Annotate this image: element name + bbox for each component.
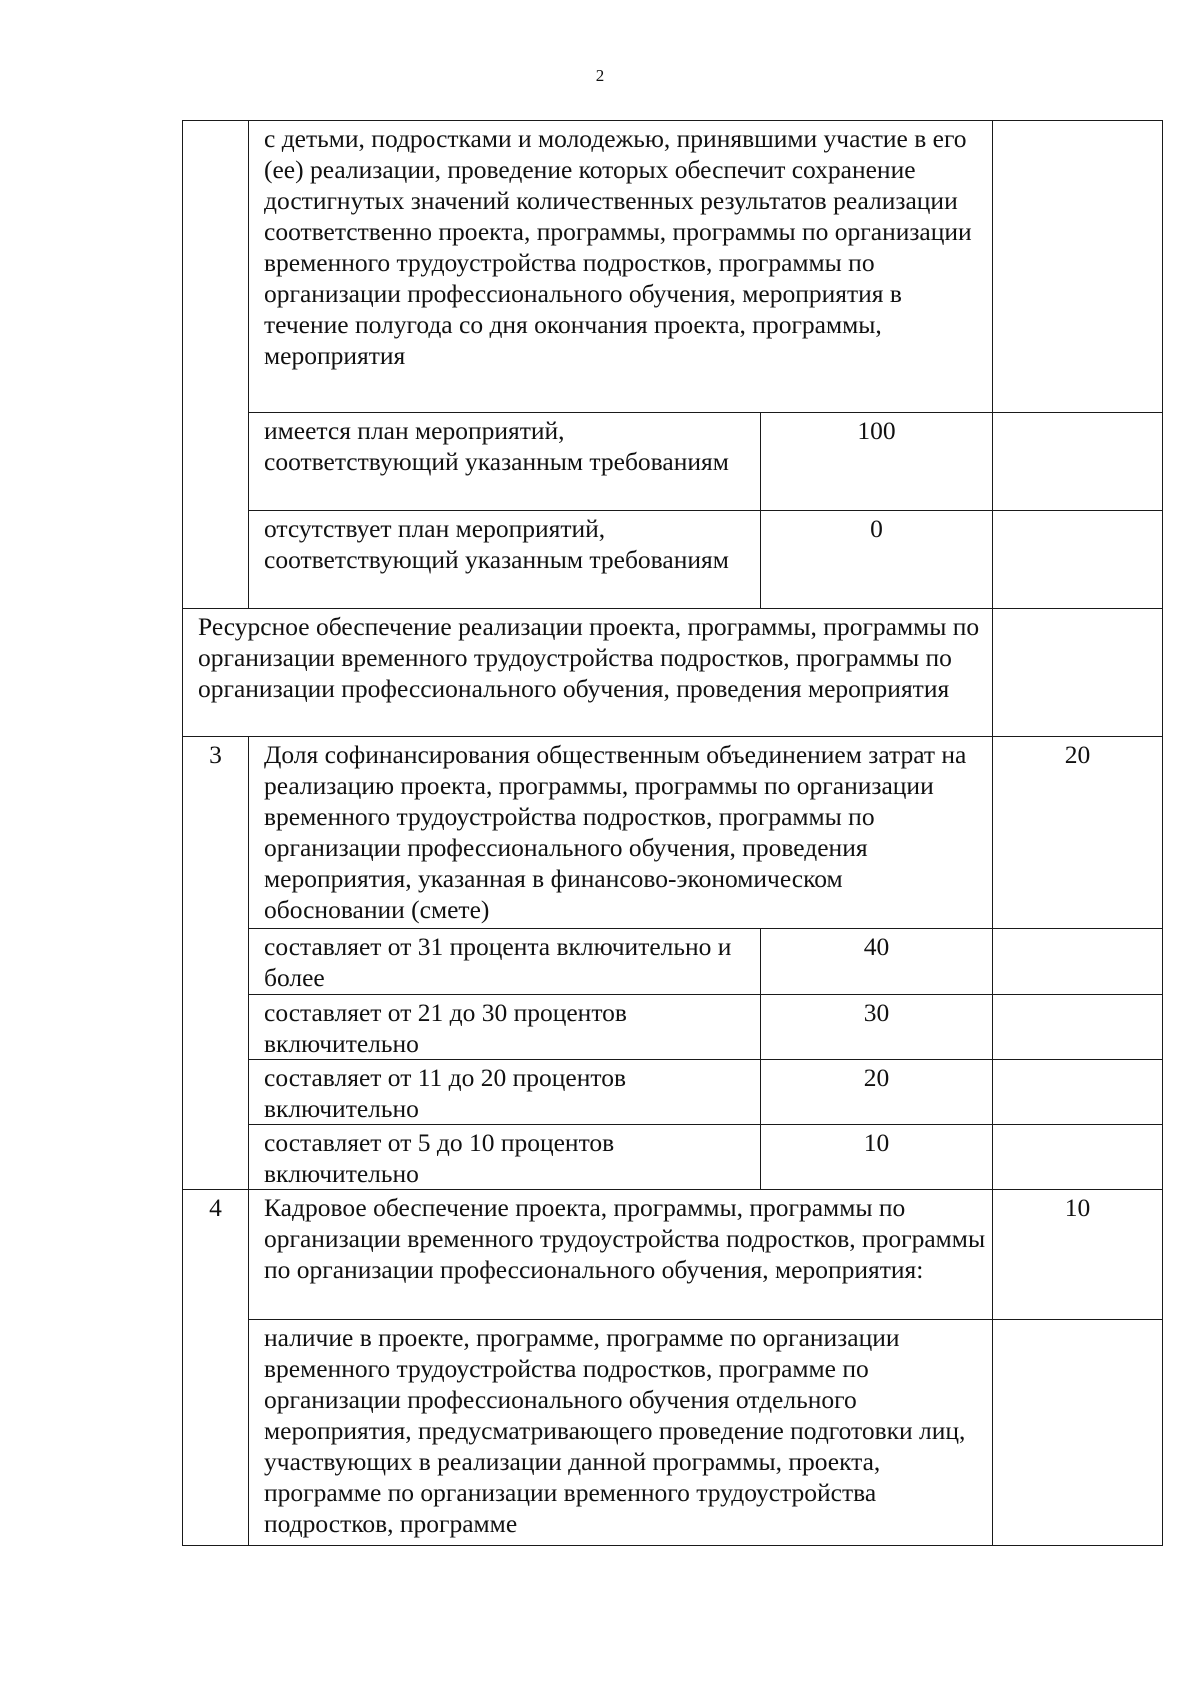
option-text-cell [249, 413, 761, 511]
table-row [183, 413, 1163, 511]
table-row [183, 1320, 1163, 1546]
number-cell [183, 1060, 249, 1125]
score-cell [993, 609, 1163, 737]
option-text-cell [249, 1060, 761, 1125]
table-row [183, 737, 1163, 929]
sub-text: наличие в проекте, программе, программе по организации временного трудоустройства подростков, программе по организации профессионального обучения отдельного мероприятия, предусматривающего проведение подготовки лиц, участвующих в реализации данной программы, проекта, программе по организации временного трудоустройства подростков, программе [264, 1323, 966, 1538]
section-heading-cell [183, 609, 993, 737]
option-points: 20 [761, 1060, 993, 1125]
criterion-text: Кадровое обеспечение проекта, программы, программы по организации временного трудоустройства подростков, программы по организации профессионального обучения, мероприятия: [264, 1193, 986, 1284]
option-points: 10 [761, 1125, 993, 1190]
intro-text-cell [249, 121, 993, 413]
table-row [183, 609, 1163, 737]
number-cell [183, 995, 249, 1060]
score-cell [993, 995, 1163, 1060]
criterion-text: Доля софинансирования общественным объединением затрат на реализацию проекта, программы, программы по организации временного трудоустройства подростков, программы по организации профессионального обучения, проведения мероприятия, указанная в финансово-экономическом обосновании (смете) [264, 740, 967, 924]
number-cell [183, 511, 249, 609]
option-text: составляет от 11 до 20 процентов включительно [264, 1063, 626, 1123]
table-row [183, 1060, 1163, 1125]
option-text-cell [249, 995, 761, 1060]
option-points: 0 [761, 511, 993, 609]
criterion-number: 3 [183, 737, 249, 929]
option-points: 40 [761, 929, 993, 995]
table-row [183, 929, 1163, 995]
number-cell [183, 413, 249, 511]
table-row [183, 121, 1163, 413]
number-cell [183, 121, 249, 413]
criterion-weight: 20 [993, 737, 1163, 929]
criterion-number: 4 [183, 1190, 249, 1320]
table-row [183, 995, 1163, 1060]
option-text: составляет от 5 до 10 процентов включительно [264, 1128, 615, 1188]
option-points: 100 [761, 413, 993, 511]
number-cell [183, 1125, 249, 1190]
score-cell [993, 1320, 1163, 1546]
score-cell [993, 1060, 1163, 1125]
sub-text-cell [249, 1320, 993, 1546]
section-heading: Ресурсное обеспечение реализации проекта, программы, программы по организации временного трудоустройства подростков, программы по организации профессионального обучения, проведения мероприятия [198, 612, 980, 703]
option-text-cell [249, 929, 761, 995]
option-text-cell [249, 1125, 761, 1190]
table-row [183, 511, 1163, 609]
option-text-cell [249, 511, 761, 609]
score-cell [993, 511, 1163, 609]
criteria-table [182, 120, 1163, 1546]
criterion-weight: 10 [993, 1190, 1163, 1320]
table-row [183, 1125, 1163, 1190]
number-cell [183, 1320, 249, 1546]
option-text: отсутствует план мероприятий, соответствующий указанным требованиям [264, 514, 729, 574]
option-text: имеется план мероприятий, соответствующий указанным требованиям [264, 416, 729, 476]
option-text: составляет от 21 до 30 процентов включительно [264, 998, 627, 1058]
intro-text: с детьми, подростками и молодежью, принявшими участие в его (ее) реализации, проведение которых обеспечит сохранение достигнутых значений количественных результатов реализации соответственно проекта, программы, программы по организации временного трудоустройства подростков, программы по организации профессионального обучения, мероприятия в течение полугода со дня окончания проекта, программы, мероприятия [264, 124, 972, 370]
option-points: 30 [761, 995, 993, 1060]
option-text: составляет от 31 процента включительно и более [264, 932, 732, 992]
score-cell [993, 413, 1163, 511]
criterion-text-cell [249, 737, 993, 929]
score-cell [993, 121, 1163, 413]
page-number: 2 [595, 66, 605, 85]
number-cell [183, 929, 249, 995]
table-row [183, 1190, 1163, 1320]
score-cell [993, 929, 1163, 995]
criterion-text-cell [249, 1190, 993, 1320]
score-cell [993, 1125, 1163, 1190]
